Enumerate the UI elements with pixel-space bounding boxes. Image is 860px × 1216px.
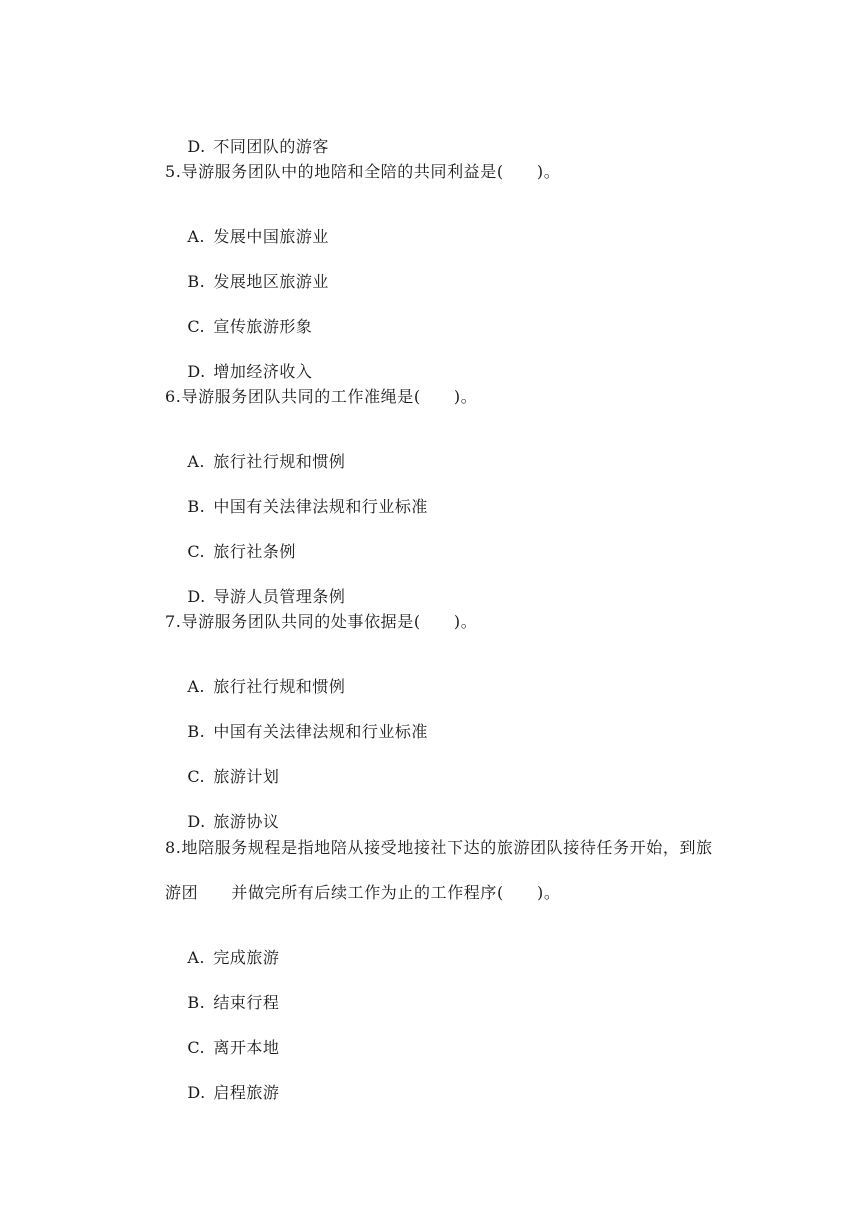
option-text: 旅游计划 <box>213 767 280 786</box>
option-letter: C. <box>187 1038 206 1057</box>
option-letter: D. <box>187 587 206 606</box>
question-7: 7.导游服务团队共同的处事依据是( )。 <box>165 612 478 631</box>
option-letter: B. <box>187 497 206 516</box>
option-letter: A. <box>187 677 205 696</box>
option-text: 旅行社行规和惯例 <box>213 677 346 696</box>
option-letter: D. <box>187 812 206 831</box>
option-text: 离开本地 <box>213 1038 280 1057</box>
option-text: 旅行社行规和惯例 <box>213 452 346 471</box>
question-5: 5.导游服务团队中的地陪和全陪的共同利益是( )。 <box>165 162 561 181</box>
option-text: 完成旅游 <box>213 948 280 967</box>
option-text: 旅游协议 <box>213 812 280 831</box>
option-letter: C. <box>187 767 206 786</box>
option-letter: A. <box>187 452 205 471</box>
question-8-line-2: 游团 并做完所有后续工作为止的工作程序( )。 <box>165 883 561 902</box>
option-text: 发展中国旅游业 <box>213 227 329 246</box>
option-letter: C. <box>187 317 206 336</box>
option-text: 发展地区旅游业 <box>213 272 329 291</box>
option-text: 增加经济收入 <box>213 362 313 381</box>
option-letter: A. <box>187 227 205 246</box>
option-letter: D. <box>187 362 206 381</box>
option-letter: B. <box>187 722 206 741</box>
option-d-q8 <box>165 1063 279 1123</box>
option-text: 中国有关法律法规和行业标准 <box>213 722 428 741</box>
option-text: 旅行社条例 <box>213 542 296 561</box>
option-letter: B. <box>187 272 206 291</box>
option-text: 启程旅游 <box>213 1083 280 1102</box>
option-letter: C. <box>187 542 206 561</box>
option-letter: D. <box>187 137 206 156</box>
option-text: 不同团队的游客 <box>213 137 329 156</box>
option-letter: A. <box>187 948 205 967</box>
option-letter: B. <box>187 993 206 1012</box>
question-8-line-1: 8.地陪服务规程是指地陪从接受地接社下达的旅游团队接待任务开始，到旅 <box>165 838 713 857</box>
option-text: 结束行程 <box>213 993 280 1012</box>
option-text: 中国有关法律法规和行业标准 <box>213 497 428 516</box>
option-text: 宣传旅游形象 <box>213 317 313 336</box>
option-text: 导游人员管理条例 <box>213 587 346 606</box>
question-6: 6.导游服务团队共同的工作准绳是( )。 <box>165 387 478 406</box>
option-letter: D. <box>187 1083 206 1102</box>
